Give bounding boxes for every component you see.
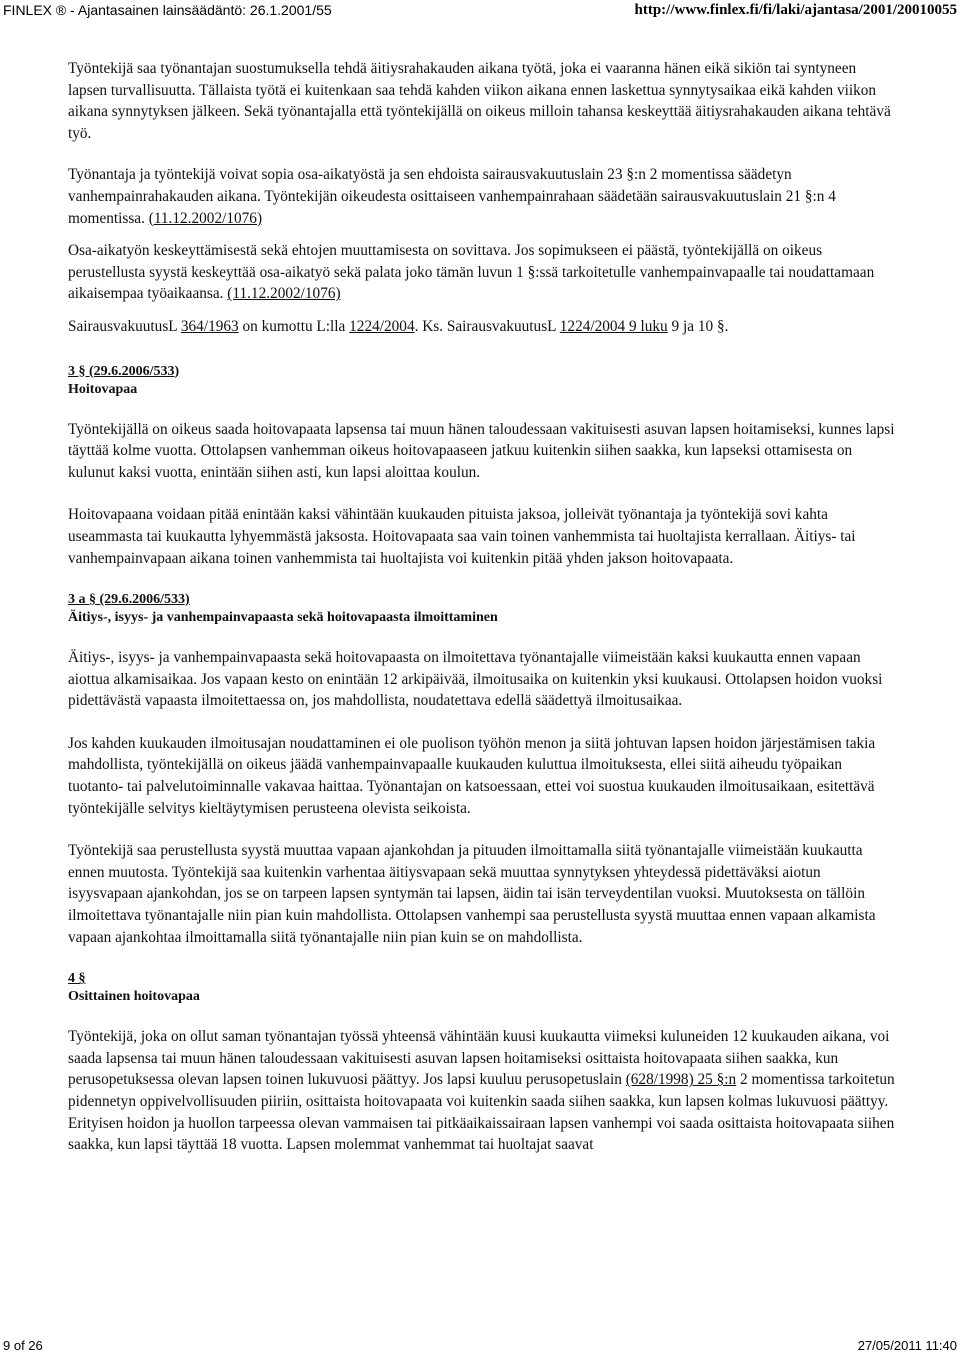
section-number-link[interactable]: 4 § — [68, 971, 86, 987]
page-indicator: 9 of 26 — [3, 1338, 43, 1353]
section-title: Äitiys-, isyys- ja vanhempainvapaasta sekä hoitovapaasta ilmoittaminen — [68, 610, 498, 626]
print-timestamp: 27/05/2011 11:40 — [857, 1338, 957, 1353]
law-link[interactable]: 1224/2004 — [349, 317, 415, 335]
note-text: 9 ja 10 §. — [667, 317, 729, 335]
section-title: Hoitovapaa — [68, 381, 138, 397]
paragraph — [68, 164, 898, 229]
section-heading — [68, 363, 898, 399]
law-link[interactable]: 1224/2004 9 luku — [559, 317, 668, 335]
amendment-link[interactable]: (11.12.2002/1076) — [148, 209, 263, 227]
paragraph-text: 2 momentissa tarkoitetun pidennetyn oppivelvollisuuden piiriin, osittaista hoitovapaata voi kuitenkin saada siihen saakka, kun lapsen kolmas lukuvuosi päättyy. Erityisen hoidon ja huollon tarpeessa olevan vammaisen tai pitkäaikaissairaan lapsen vanhempi voi saada osittaista hoitovapaata siihen saakka, kun lapsi täyttää 18 vuotta. Lapsen molemmat vanhemmat tai huoltajat saavat — [68, 1071, 895, 1154]
print-header — [0, 0, 960, 20]
paragraph — [68, 1026, 898, 1156]
header-url[interactable]: http://www.finlex.fi/fi/laki/ajantasa/2001/20010055 — [634, 2, 957, 18]
paragraph-text: Osa-aikatyön keskeyttämisestä sekä ehtojen muuttamisesta on sovittava. Jos sopimukseen ei päästä, työntekijällä on oikeus perustellusta syystä keskeyttää osa-aikatyö sekä palata joko tämän luvun 1 §:ssä tarkoitetulle vanhempainvapaalle tai noudattamaan aikaisempaa työaikaansa. — [68, 242, 875, 303]
reference-note — [68, 316, 898, 338]
law-link[interactable]: 364/1963 — [180, 317, 239, 335]
note-text: . Ks. SairausvakuutusL — [414, 317, 560, 335]
paragraph: Jos kahden kuukauden ilmoitusajan noudattaminen ei ole puolison työhön menon ja siitä johtuvan lapsen hoidon järjestämisen takia mahdollista, työntekijällä on oikeus jäädä vanhempainvapaalle kuukauden kuluttua ilmoituksesta, ellei siitä aiheudu työpaikan tuotanto- tai palvelutoiminnalle vakavaa haittaa. Työnantajan on katsoessaan, ettei voi suostua kuukauden ilmoitusaikaan, esitettävä työntekijälle selvitys kieltäytymisen perusteena olevista seikoista. — [68, 734, 876, 817]
paragraph-text: Työntekijä, joka on ollut saman työnantajan työssä yhteensä vähintään kuusi kuukautta viimeksi kuluneiden 12 kuukauden aikana, voi saada lapsensa tai muun hänen taloudessaan vakituisesti asuvan lapsen hoitamiseksi osittaista hoitovapaata siihen saakka, kun perusopetuksessa olevan lapsen toinen lukuvuosi päättyy. Jos lapsi kuuluu perusopetuslain — [68, 1028, 890, 1089]
section-heading — [68, 591, 898, 627]
print-footer — [0, 1338, 960, 1356]
note-text: on kumottu L:lla — [238, 317, 350, 335]
note-text: SairausvakuutusL — [68, 317, 181, 335]
section-number-link[interactable]: 3 § (29.6.2006/533) — [68, 363, 180, 379]
paragraph: Hoitovapaana voidaan pitää enintään kaksi vähintään kuukauden pituista jaksoa, jolleivät työnantaja ja työntekijä sovi kahta useammasta tai kuukautta lyhyemmästä jaksosta. Hoitovapaata saa vain toinen vanhemmista tai huoltajista kerrallaan. Äitiys- tai vanhempainvapaan aikana toinen vanhemmista tai huoltajista voi kuitenkin pitää yhden jakson hoitovapaata. — [68, 506, 856, 567]
section-heading — [68, 970, 898, 1006]
document-body — [68, 58, 898, 1156]
header-title: FINLEX ® - Ajantasainen lainsäädäntö: 26.1.2001/55 — [3, 2, 332, 18]
amendment-link[interactable]: (11.12.2002/1076) — [227, 285, 341, 303]
law-link[interactable]: (628/1998) 25 §:n — [625, 1071, 737, 1089]
paragraph: Työntekijä saa työnantajan suostumuksella tehdä äitiysrahakauden aikana työtä, joka ei vaaranna hänen eikä sikiön tai syntyneen lapsen turvallisuutta. Tällaista työtä ei kuitenkaan saa tehdä kahden viikon aikana ennen laskettua synnytysaikaa eikä kahden viikon aikana synnytyksen jälkeen. Sekä työnantajalla että työntekijällä on oikeus milloin tahansa keskeyttää äitiysrahakauden aikana tehtävä työ. — [68, 60, 891, 142]
section-number-link[interactable]: 3 a § (29.6.2006/533) — [68, 592, 190, 608]
paragraph: Työntekijällä on oikeus saada hoitovapaata lapsensa tai muun hänen taloudessaan vakituisesti asuvan lapsen hoitamiseksi, kunnes lapsi täyttää kolme vuotta. Ottolapsen vanhemman oikeus hoitovapaaseen jatkuu kuitenkin siihen saakka, kun lapseksi ottamisesta on kulunut kaksi vuotta, enintään siihen asti, kun lapsi aloittaa koulun. — [68, 420, 895, 481]
paragraph-text: Työnantaja ja työntekijä voivat sopia osa-aikatyöstä ja sen ehdoista sairausvakuutuslain 23 §:n 2 momentissa säädetyn vanhempainrahakauden aikana. Työntekijän oikeudesta osittaiseen vanhempainrahaan säädetään sairausvakuutuslain 21 §:n 4 momentissa. — [68, 166, 836, 227]
paragraph: Työntekijä saa perustellusta syystä muuttaa vapaan ajankohdan ja pituuden ilmoittamalla siitä työnantajalle viimeistään kuukautta ennen muutosta. Työntekijä saa kuitenkin varhentaa äitiysvapaan sekä muuttaa synnytyksen yhteydessä pidettäväksi aiotun isyysvapaan ajankohdan, jos se on tarpeen lapsen syntymän tai lapsen, äidin tai isän terveydentilan vuoksi. Muutoksesta on tällöin ilmoitettava työnantajalle niin pian kuin mahdollista. Ottolapsen vanhempi saa perustellusta syystä muuttaa ennen vapaan alkamista vapaan ajankohtaa ilmoittamalla siitä työnantajalle niin pian kuin se on mahdollista. — [68, 842, 876, 946]
section-title: Osittainen hoitovapaa — [68, 989, 200, 1005]
paragraph — [68, 240, 898, 305]
paragraph: Äitiys-, isyys- ja vanhempainvapaasta sekä hoitovapaasta on ilmoitettava työnantajalle viimeistään kaksi kuukautta ennen vapaan aiottua alkamisaikaa. Jos vapaan kesto on enintään 12 arkipäivää, ilmoitusaika on kuitenkin yksi kuukausi. Ottolapsen hoidon vuoksi pidettävästä vapaasta ilmoitettaessa on, jos mahdollista, noudatettava edellä säädettyä ilmoitusaikaa. — [68, 649, 883, 710]
